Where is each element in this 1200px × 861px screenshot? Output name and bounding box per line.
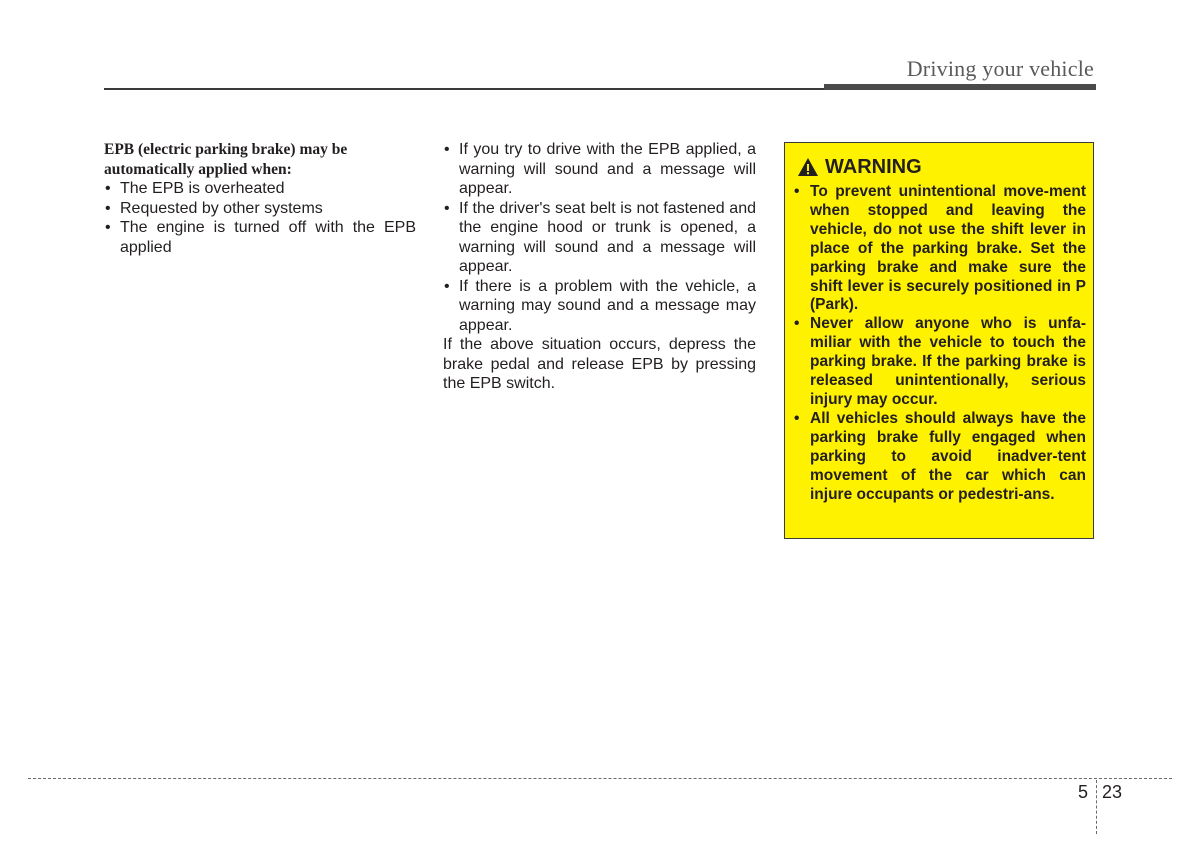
footer-divider xyxy=(1096,780,1097,834)
header-rule-accent xyxy=(824,84,1096,90)
list-item: • The EPB is overheated xyxy=(104,179,416,199)
page-number: 23 xyxy=(1102,782,1123,802)
footer-rule xyxy=(28,778,1172,779)
section-title: Driving your vehicle xyxy=(906,56,1094,81)
epb-conditions-list xyxy=(104,179,416,257)
warning-box xyxy=(784,142,1094,539)
epb-warnings-list xyxy=(443,140,756,335)
epb-heading: EPB (electric parking brake) may be automatically applied when: xyxy=(104,141,348,178)
warning-header xyxy=(797,155,922,179)
list-item: • The engine is turned off with the EPB applied xyxy=(104,218,416,257)
section-number: 5 xyxy=(1078,782,1089,802)
warning-item: • Never allow anyone who is unfa-miliar with the vehicle to touch the parking brake. If the parking brake is released unintentionally, serious injury may occur. xyxy=(794,315,1086,410)
warning-list xyxy=(794,183,1086,504)
warning-item: • To prevent unintentional move-ment when stopped and leaving the vehicle, do not use the shift lever in place of the parking brake. Set the parking brake and make sure the shift lever is securely positioned in P (Park). xyxy=(794,183,1086,315)
middle-column xyxy=(443,140,756,394)
warning-item: • All vehicles should always have the parking brake fully engaged when parking to avoid inadver-tent movement of the car which can injure occupants or pedestri-ans. xyxy=(794,410,1086,505)
list-item: • If there is a problem with the vehicle, a warning may sound and a message may appear. xyxy=(443,277,756,336)
list-item: • If you try to drive with the EPB applied, a warning will sound and a message will appear. xyxy=(443,140,756,199)
release-instructions: If the above situation occurs, depress the brake pedal and release EPB by pressing the EPB switch. xyxy=(443,336,756,392)
list-item: • Requested by other systems xyxy=(104,199,416,219)
warning-triangle-icon xyxy=(797,157,819,177)
header-rule xyxy=(104,88,826,90)
warning-title: WARNING xyxy=(825,156,922,178)
list-item: • If the driver's seat belt is not fastened and the engine hood or trunk is opened, a warning will sound and a message will appear. xyxy=(443,199,756,277)
left-column xyxy=(104,140,416,257)
